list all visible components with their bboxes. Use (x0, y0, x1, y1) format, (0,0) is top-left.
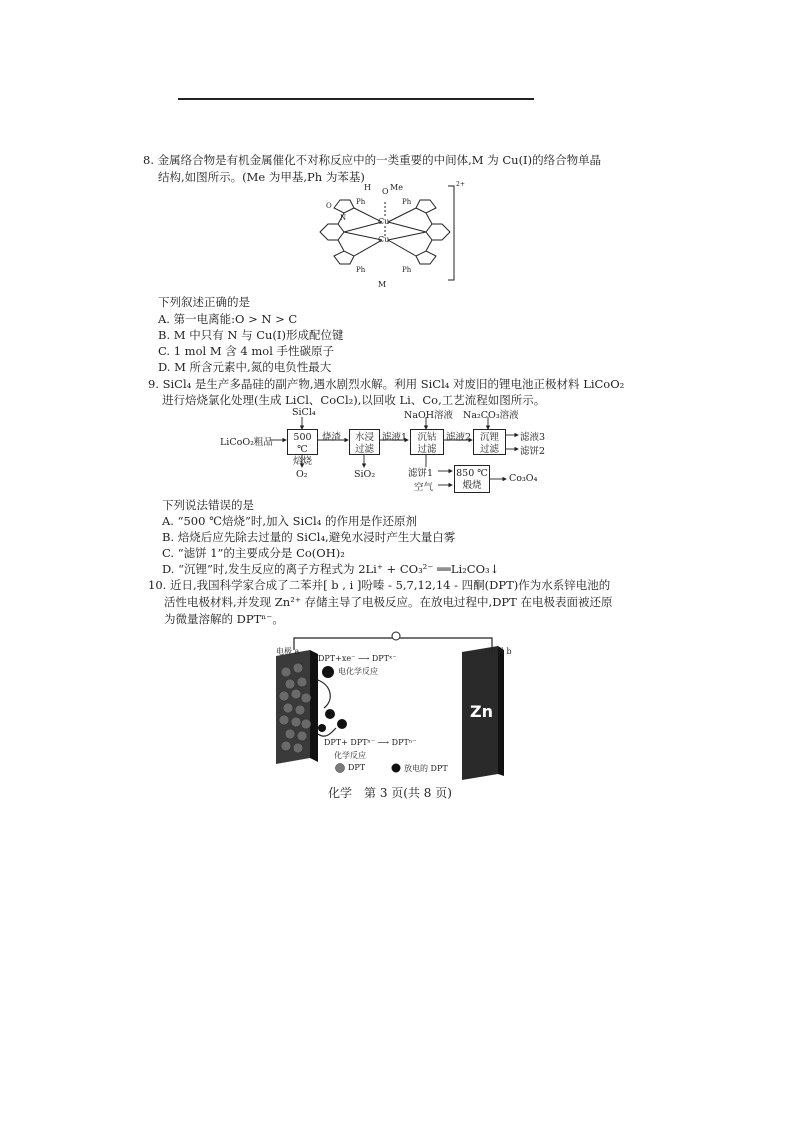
q10-legend-discharged-dpt: 放电的 DPT (404, 764, 448, 773)
q9-flow-air: 空气 (414, 482, 434, 493)
q9-box5-line2: 煅烧 (462, 480, 482, 491)
q8-stem-line2: 结构,如图所示。(Me 为甲基,Ph 为苯基) (158, 170, 365, 184)
q8-prompt: 下列叙述正确的是 (158, 295, 250, 309)
q9-flow-arrow2-label: 滤液1 (382, 432, 408, 443)
q9-flow-box-calcine (454, 465, 490, 493)
q9-option-d: D. “沉锂”时,发生反应的离子方程式为 2Li⁺ + CO₃²⁻ ══Li₂CO₃↓ (162, 562, 500, 576)
q9-box3-line1: 沉钴 (417, 432, 437, 443)
q8-fig-ph1: Ph (356, 198, 366, 206)
q9-option-a: A. “500 ℃焙烧”时,加入 SiCl₄ 的作用是作还原剂 (162, 514, 417, 528)
q8-option-d: D. M 所含元素中,氮的电负性最大 (158, 360, 332, 374)
q9-prompt: 下列说法错误的是 (162, 498, 254, 512)
q8-fig-o-ring: O (326, 202, 332, 210)
q10-eq2: DPT+ DPTˣ⁻ ⟶ DPTⁿ⁻ (324, 738, 417, 747)
q9-flow-sicl4: SiCl₄ (292, 407, 316, 418)
q8-fig-me: Me (390, 183, 403, 192)
q9-box2-line1: 水浸 (354, 432, 374, 443)
q10-stem-line2: 活性电极材料,并发现 Zn²⁺ 存储主导了电极反应。在放电过程中,DPT 在电极表面被还原 (164, 595, 613, 609)
q9-flow-box-li-precip (473, 429, 506, 455)
q8-fig-ph4: Ph (402, 266, 412, 274)
q9-flow-raw: LiCoO₂粗品 (220, 437, 273, 448)
q10-stem-line1: 10. 近日,我国科学家合成了二苯并[ b , i ]吩嗪 - 5,7,12,14 - 四酮(DPT)作为水系锌电池的 (148, 578, 611, 592)
q9-flow-arrow3-label: 滤液2 (446, 432, 472, 443)
q9-flow-sio2: SiO₂ (354, 469, 376, 480)
q8-fig-ph2: Ph (402, 198, 412, 206)
q10-battery-figure (272, 628, 532, 778)
q8-fig-cu-bottom: Cu (378, 235, 390, 244)
q10-eq1: DPT+xe⁻ ⟶ DPTˣ⁻ (318, 654, 397, 663)
q8-fig-h: H (364, 183, 371, 192)
q10-electrode-b-label: 电极 b (488, 647, 512, 656)
q9-flow-box-co-precip (410, 429, 444, 455)
q8-fig-cu-top: Cu (378, 217, 390, 226)
page-footer: 化学 第 3 页(共 8 页) (328, 786, 452, 800)
q9-flow-co3o4: Co₃O₄ (509, 473, 538, 484)
q9-flow-o2: O₂ (296, 469, 308, 480)
q9-box3-line2: 过滤 (417, 444, 437, 455)
q9-box1-line2: 焙烧 (292, 456, 312, 467)
q8-option-c: C. 1 mol M 含 4 mol 手性碳原子 (158, 344, 335, 358)
q9-box4-line2: 过滤 (479, 444, 499, 455)
q9-flow-arrow1-label: 烧渣 (322, 432, 342, 443)
q9-box4-line1: 沉锂 (479, 432, 499, 443)
q8-fig-caption: M (378, 280, 387, 289)
q10-zn-label: Zn (470, 702, 493, 721)
q8-structure-figure (310, 180, 465, 290)
q8-option-a: A. 第一电离能:O > N > C (158, 312, 298, 326)
q9-stem-line2: 进行焙烧氯化处理(生成 LiCl、CoCl₂),以回收 Li、Co,工艺流程如图所示。 (162, 393, 546, 407)
q9-box1-line1: 500 ℃ (293, 432, 312, 455)
q9-option-c: C. “滤饼 1”的主要成分是 Co(OH)₂ (162, 546, 345, 560)
q8-stem-line1: 8. 金属络合物是有机金属催化不对称反应中的一类重要的中间体,M 为 Cu(Ⅰ)的络合物单晶 (143, 153, 602, 167)
q10-electrode-a-label: 电极 a (276, 647, 300, 656)
q9-flow-chart (220, 405, 550, 495)
q9-option-b: B. 焙烧后应先除去过量的 SiCl₄,避免水浸时产生大量白雾 (162, 530, 456, 544)
header-rule (178, 98, 534, 100)
q8-fig-charge: 2+ (456, 181, 465, 188)
q10-stem-line3: 为微量溶解的 DPTⁿ⁻。 (164, 612, 284, 626)
q10-eq2-label: 化学反应 (334, 751, 366, 760)
q9-flow-na2co3: Na₂CO₃溶液 (463, 410, 519, 421)
q8-fig-ph3: Ph (356, 266, 366, 274)
q8-option-b: B. M 中只有 N 与 Cu(Ⅰ)形成配位键 (158, 328, 344, 342)
q9-box2-line2: 过滤 (354, 444, 374, 455)
q9-flow-box-leach (349, 429, 380, 455)
q9-flow-cake1: 滤饼1 (408, 468, 434, 479)
q10-eq1-label: 电化学反应 (338, 667, 378, 676)
q10-legend-dpt: DPT (348, 763, 366, 772)
q9-stem-line1: 9. SiCl₄ 是生产多晶硅的副产物,遇水剧烈水解。利用 SiCl₄ 对废旧的锂电池正极材料 LiCoO₂ (148, 377, 625, 391)
q8-fig-o: O (382, 187, 389, 196)
q9-box5-line1: 850 ℃ (456, 468, 488, 479)
q9-flow-out-filtrate3: 滤液3 (520, 432, 546, 443)
q9-flow-box-roast (287, 429, 318, 467)
q9-flow-out-cake2: 滤饼2 (520, 446, 546, 457)
q8-fig-n: N (340, 214, 347, 222)
q9-flow-naoh: NaOH溶液 (404, 410, 454, 421)
